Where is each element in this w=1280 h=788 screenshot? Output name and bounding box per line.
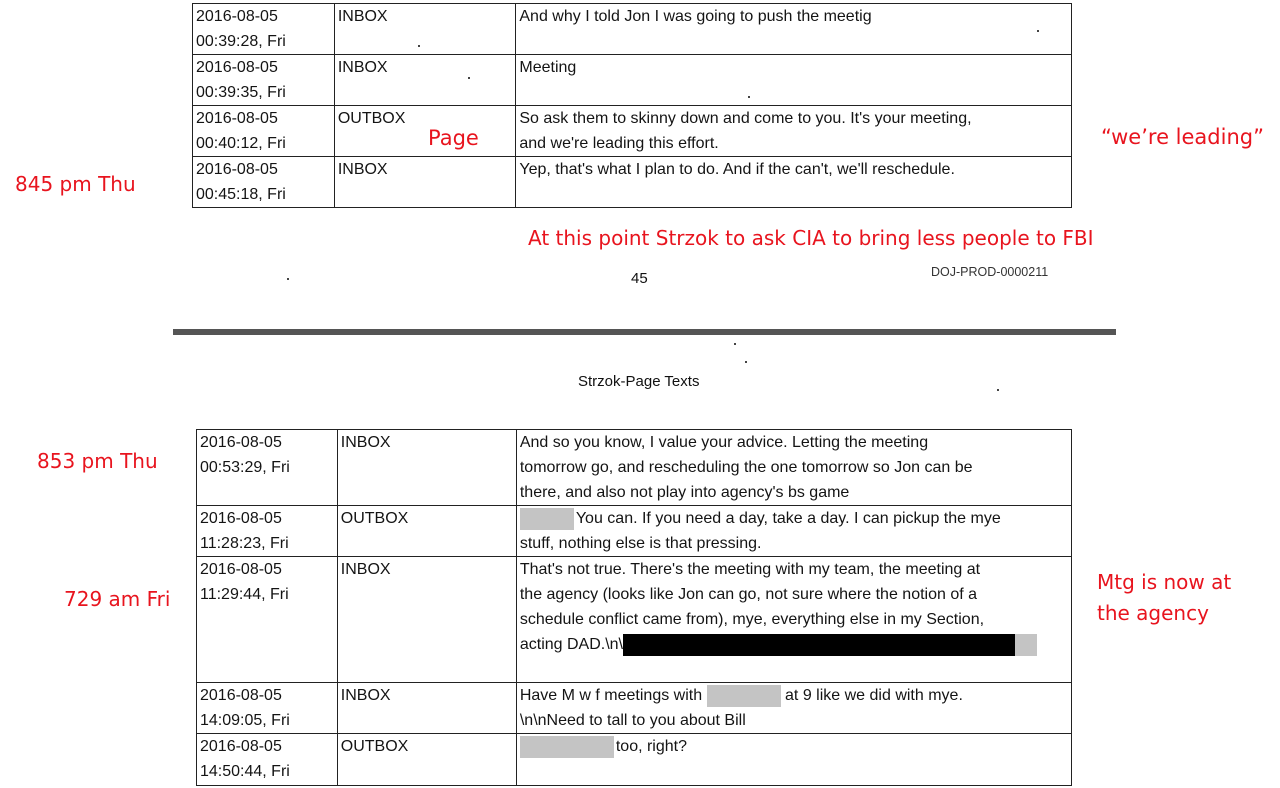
table-row <box>193 106 1072 157</box>
message-line: Have M w f meetings with at 9 like we did with mye. <box>520 683 1068 708</box>
timestamp-cell <box>193 4 335 55</box>
mailbox-cell: OUTBOX <box>337 734 516 786</box>
message-line: Meeting <box>519 59 577 76</box>
date-text: 2016-08-05 <box>196 161 278 178</box>
annotation-were-leading: “we’re leading” <box>1101 125 1264 149</box>
table-row <box>193 4 1072 55</box>
message-cell <box>516 4 1072 55</box>
message-line: and we're leading this effort. <box>519 135 719 152</box>
redaction-block <box>520 508 574 530</box>
page-divider <box>173 329 1116 335</box>
timestamp-cell <box>197 506 338 557</box>
annotation-page: Page <box>428 126 479 150</box>
redaction-block <box>1015 634 1037 656</box>
message-line: \n\nNeed to tall to you about Bill <box>519 712 746 729</box>
table-row <box>193 55 1072 106</box>
top-message-table <box>192 3 1072 208</box>
message-cell <box>516 430 1071 506</box>
scan-speck <box>748 96 750 98</box>
message-line: there, and also not play into agency's bs game <box>519 484 850 501</box>
table-row <box>193 157 1072 208</box>
time-text: 00:40:12, Fri <box>196 135 286 152</box>
mailbox-cell: INBOX <box>337 683 516 734</box>
message-line: too, right? <box>520 734 1068 759</box>
message-cell <box>516 506 1071 557</box>
redaction-block <box>623 634 1015 656</box>
annotation-time-845: 845 pm Thu <box>15 172 136 196</box>
timestamp-cell <box>197 734 338 786</box>
scan-speck <box>468 77 470 79</box>
table-row <box>197 506 1072 557</box>
message-cell <box>516 557 1071 683</box>
mailbox-cell: OUTBOX <box>337 506 516 557</box>
table-row <box>197 683 1072 734</box>
document-id: DOJ-PROD-0000211 <box>931 265 1049 279</box>
table-row <box>197 430 1072 506</box>
date-text: 2016-08-05 <box>200 561 282 578</box>
scan-speck <box>287 278 289 280</box>
mailbox-cell: INBOX <box>337 430 516 506</box>
message-cell <box>516 157 1072 208</box>
scan-speck <box>997 389 999 391</box>
annotation-mtg-line2: the agency <box>1097 601 1209 625</box>
scan-speck <box>745 361 747 363</box>
message-line: You can. If you need a day, take a day. I can pickup the mye <box>520 506 1068 531</box>
mailbox-cell: INBOX <box>334 157 516 208</box>
timestamp-cell <box>193 106 335 157</box>
date-text: 2016-08-05 <box>196 59 278 76</box>
timestamp-cell <box>197 683 338 734</box>
annotation-time-853: 853 pm Thu <box>37 449 158 473</box>
message-line: schedule conflict came from), mye, everything else in my Section, <box>519 611 985 628</box>
table-row <box>197 734 1072 786</box>
message-cell <box>516 106 1072 157</box>
date-text: 2016-08-05 <box>200 687 282 704</box>
annotation-mtg-line1: Mtg is now at <box>1097 570 1232 594</box>
redaction-block <box>520 736 614 758</box>
time-text: 11:29:44, Fri <box>200 586 289 603</box>
table-row <box>197 557 1072 683</box>
bottom-message-table <box>196 429 1072 786</box>
mailbox-cell: INBOX <box>337 557 516 683</box>
date-text: 2016-08-05 <box>196 8 278 25</box>
scan-speck <box>418 45 420 47</box>
time-text: 14:50:44, Fri <box>200 763 290 780</box>
document-title: Strzok-Page Texts <box>578 373 700 390</box>
page-number: 45 <box>631 270 648 287</box>
date-text: 2016-08-05 <box>196 110 278 127</box>
message-cell <box>516 55 1072 106</box>
time-text: 00:39:35, Fri <box>196 84 286 101</box>
annotation-cia-note: At this point Strzok to ask CIA to bring less people to FBI <box>528 226 1094 250</box>
message-line: the agency (looks like Jon can go, not sure where the notion of a <box>519 586 978 603</box>
mailbox-cell: INBOX <box>334 4 516 55</box>
time-text: 00:45:18, Fri <box>196 186 286 203</box>
message-line: Yep, that's what I plan to do. And if the can't, we'll reschedule. <box>519 161 955 178</box>
redaction-block <box>707 685 781 707</box>
message-line: So ask them to skinny down and come to you. It's your meeting, <box>519 110 972 127</box>
mailbox-cell: INBOX <box>334 55 516 106</box>
timestamp-cell <box>197 557 338 683</box>
mailbox-cell: OUTBOX <box>334 106 516 157</box>
date-text: 2016-08-05 <box>200 434 282 451</box>
scan-speck <box>1037 30 1039 32</box>
message-line: And why I told Jon I was going to push the meetig <box>519 8 872 25</box>
time-text: 14:09:05, Fri <box>200 712 290 729</box>
message-cell <box>516 683 1071 734</box>
time-text: 00:39:28, Fri <box>196 33 286 50</box>
scan-speck <box>734 343 736 345</box>
message-line: tomorrow go, and rescheduling the one tomorrow so Jon can be <box>519 459 973 476</box>
date-text: 2016-08-05 <box>200 510 282 527</box>
annotation-time-729: 729 am Fri <box>64 587 171 611</box>
date-text: 2016-08-05 <box>200 738 282 755</box>
message-line: That's not true. There's the meeting with my team, the meeting at <box>519 561 981 578</box>
timestamp-cell <box>193 55 335 106</box>
time-text: 11:28:23, Fri <box>200 535 289 552</box>
message-line: And so you know, I value your advice. Letting the meeting <box>519 434 929 451</box>
time-text: 00:53:29, Fri <box>200 459 290 476</box>
timestamp-cell <box>193 157 335 208</box>
message-line: acting DAD.\n\ <box>520 632 1068 657</box>
message-line: stuff, nothing else is that pressing. <box>519 535 762 552</box>
timestamp-cell <box>197 430 338 506</box>
message-cell <box>516 734 1071 786</box>
